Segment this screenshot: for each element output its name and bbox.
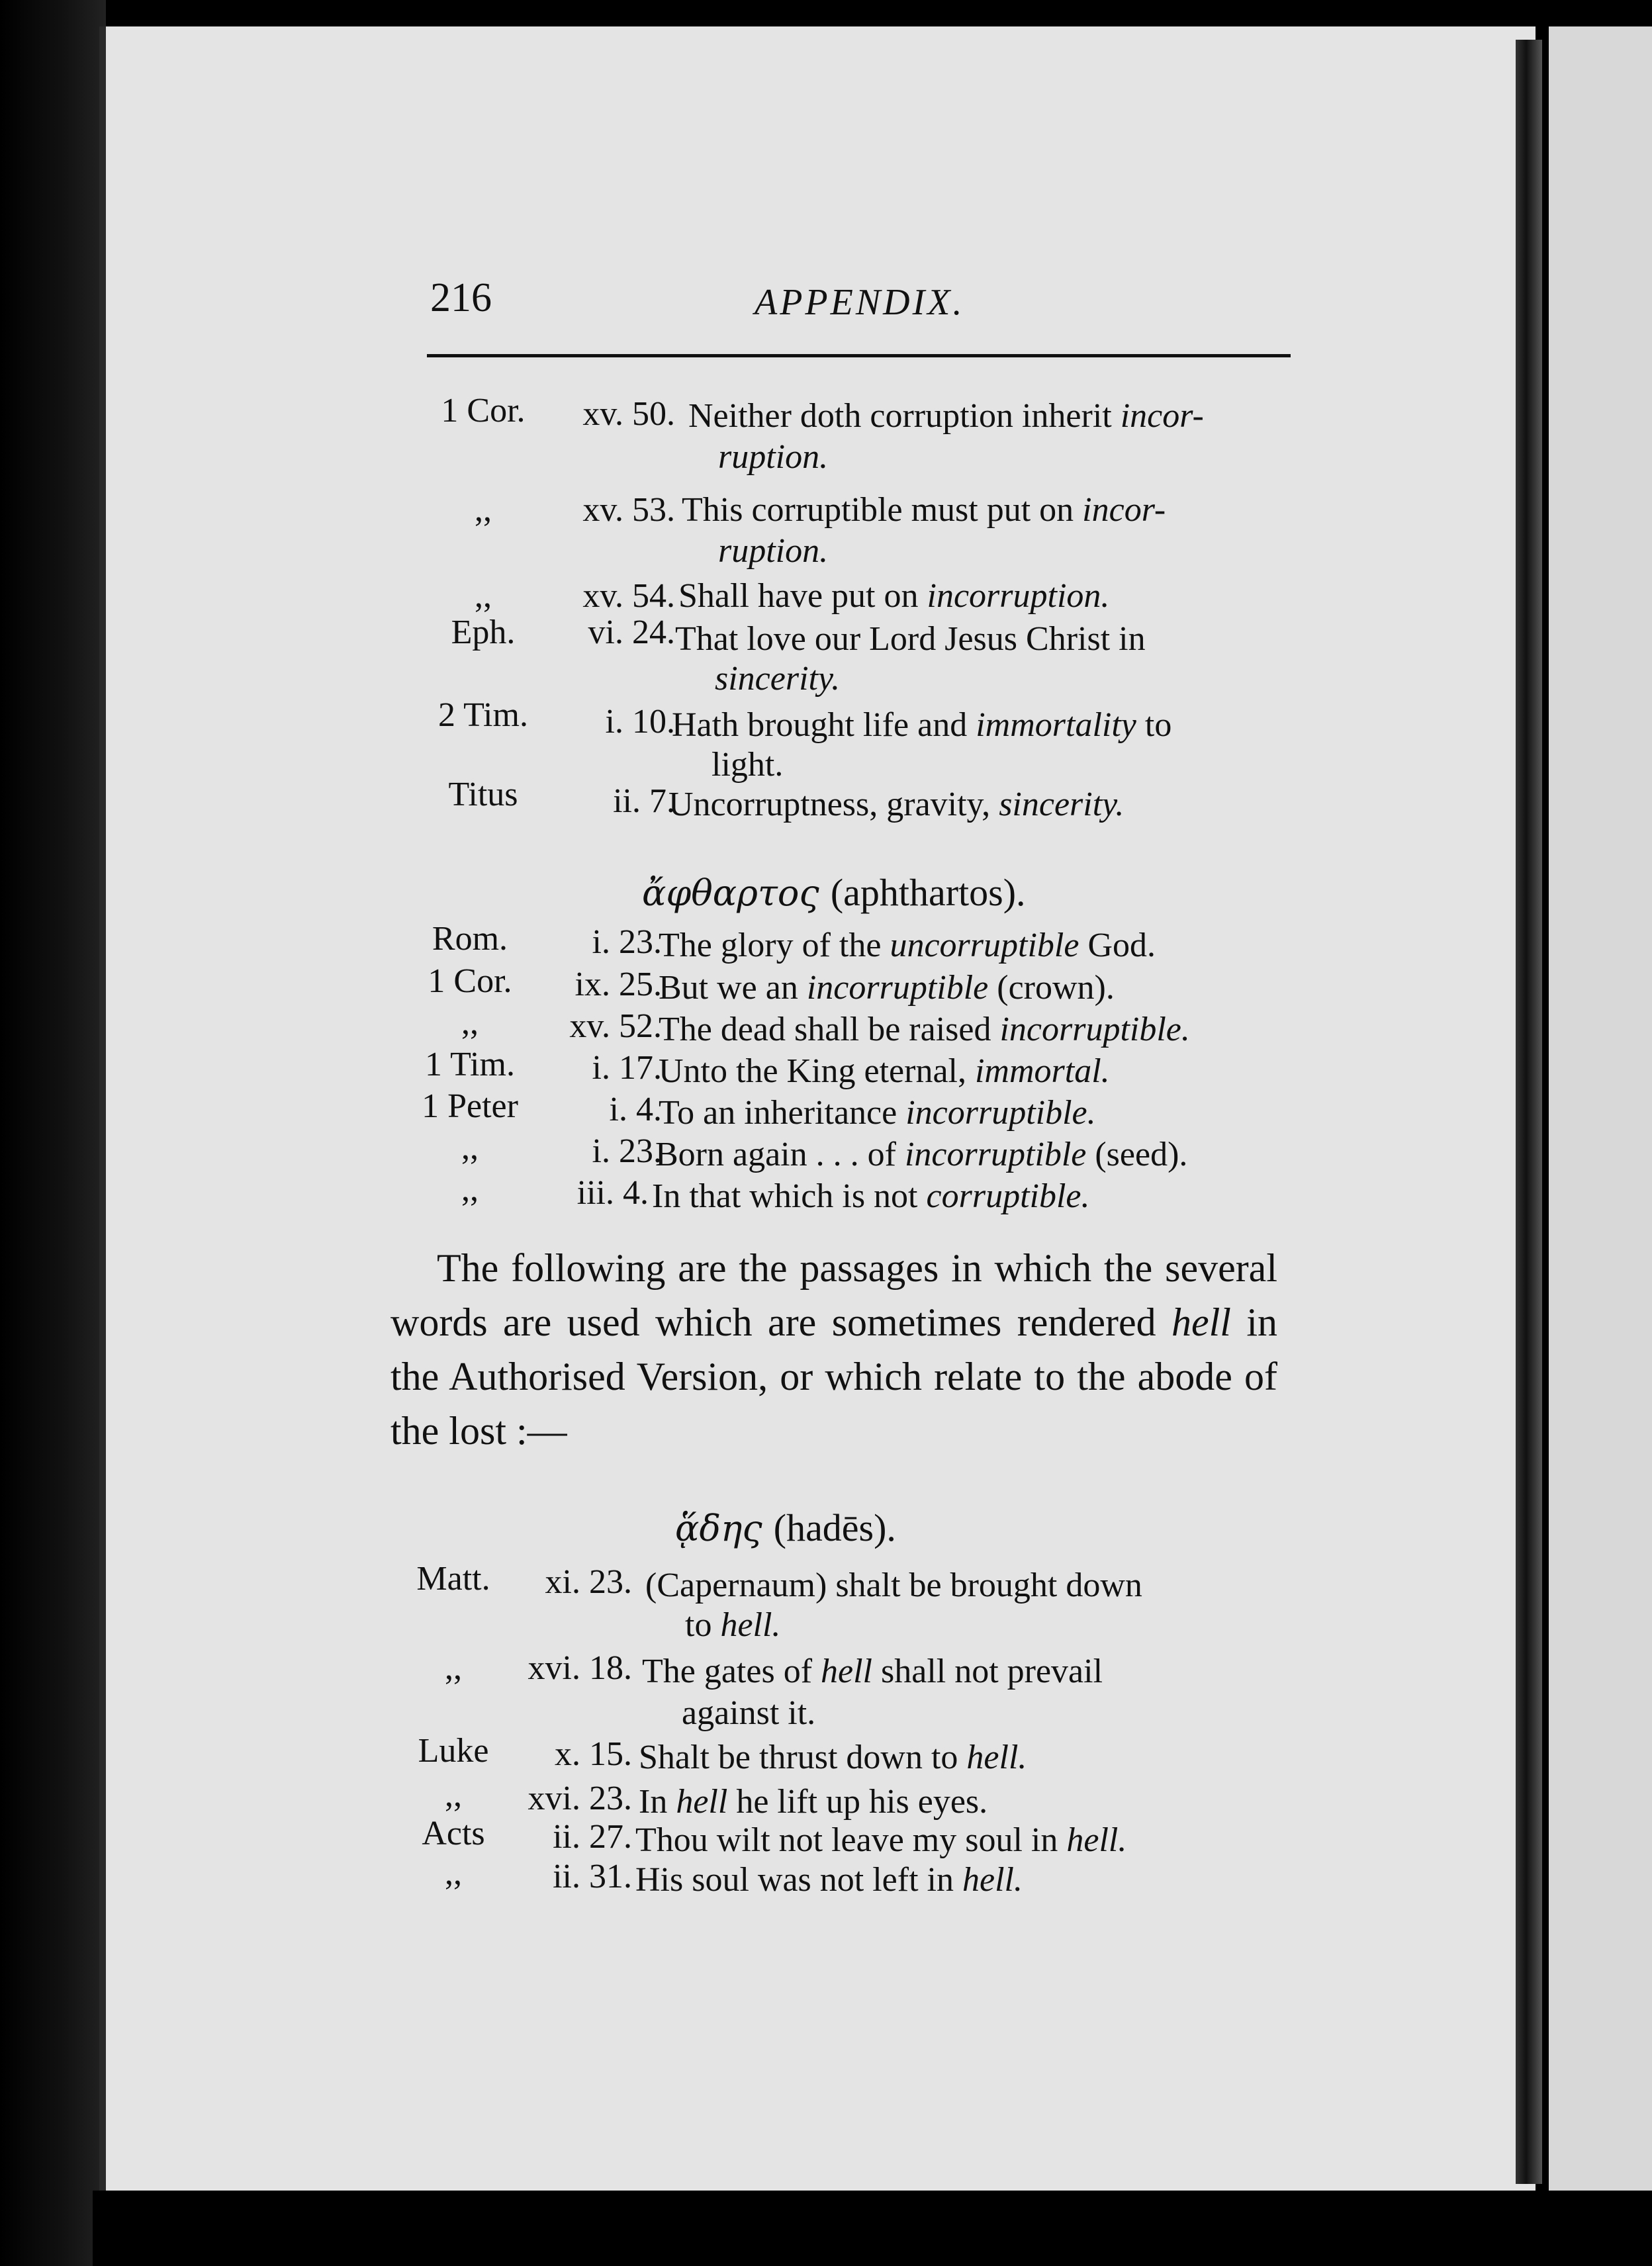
verse-text: In hell he lift up his eyes. xyxy=(639,1783,988,1821)
verse-continuation: light. xyxy=(711,746,784,784)
verse-ref: i. 23. xyxy=(592,1132,662,1170)
verse-ref: xv. 54. xyxy=(582,577,675,615)
verse-text: Neither doth corruption inherit incor- xyxy=(688,397,1204,435)
verse-continuation: ruption. xyxy=(718,438,829,476)
verse-ref: vi. 24. xyxy=(588,613,675,651)
page-gutter xyxy=(1516,40,1542,2184)
page-header xyxy=(430,275,1291,328)
verse-ref: xv. 53. xyxy=(582,491,675,529)
book-name: Luke xyxy=(418,1732,489,1770)
book-name: 1 Cor. xyxy=(441,392,526,430)
verse-text: His soul was not left in hell. xyxy=(635,1861,1023,1899)
verse-text: The gates of hell shall not prevail xyxy=(642,1653,1103,1690)
verse-continuation: against it. xyxy=(682,1694,816,1732)
book-name: Eph. xyxy=(451,613,516,651)
verse-ref: ii. 31. xyxy=(553,1858,632,1895)
book-name: 2 Tim. xyxy=(438,696,528,734)
transliteration: (hadēs). xyxy=(773,1506,896,1549)
verse-ref: ix. 25. xyxy=(574,966,662,1003)
verse-ref: ii. 27. xyxy=(553,1818,632,1856)
verse-ref: i. 17. xyxy=(592,1049,662,1087)
verse-text: Thou wilt not leave my soul in hell. xyxy=(635,1821,1127,1859)
verse-text: Hath brought life and immortality to xyxy=(672,706,1172,744)
verse-text: Shalt be thrust down to hell. xyxy=(639,1739,1027,1776)
verse-continuation: to hell. xyxy=(685,1606,781,1644)
ditto-mark: ,, xyxy=(475,491,492,529)
verse-ref: xv. 50. xyxy=(582,395,675,433)
verse-text: To an inheritance incorruptible. xyxy=(659,1094,1096,1132)
verse-text: In that which is not corruptible. xyxy=(652,1177,1090,1215)
intro-paragraph: The following are the passages in which the several words are used which are sometimes rendered hell in the Authorised Version, or which relate to the abode of the lost :— xyxy=(390,1246,1278,1453)
verse-text: Uncorruptness, gravity, sincerity. xyxy=(668,786,1124,823)
verse-ref: xvi. 18. xyxy=(528,1649,632,1687)
verse-ref: xi. 23. xyxy=(545,1563,632,1601)
ditto-mark: ,, xyxy=(461,1171,479,1208)
verse-ref: i. 4. xyxy=(609,1091,662,1128)
verse-text: This corruptible must put on incor- xyxy=(682,491,1166,529)
greek-word: ᾅδης xyxy=(675,1508,762,1549)
page-number: 216 xyxy=(430,275,492,320)
verse-ref: xvi. 23. xyxy=(528,1780,632,1817)
ditto-mark: ,, xyxy=(461,1004,479,1042)
book-name: Matt. xyxy=(416,1560,490,1598)
book-name: Rom. xyxy=(432,920,508,958)
book-name: Titus xyxy=(448,776,518,813)
running-head: APPENDIX. xyxy=(755,282,965,323)
verse-ref: xv. 52. xyxy=(569,1007,662,1045)
section-heading xyxy=(675,1506,896,1550)
verse-continuation: ruption. xyxy=(718,532,829,570)
verse-text: But we an incorruptible (crown). xyxy=(659,969,1115,1007)
book-name: 1 Cor. xyxy=(428,962,512,1000)
ditto-mark: ,, xyxy=(461,1129,479,1167)
facing-page-edge xyxy=(1549,26,1652,2197)
verse-continuation: sincerity. xyxy=(715,660,841,698)
verse-ref: ii. 7. xyxy=(613,782,675,820)
verse-text: (Capernaum) shalt be brought down xyxy=(645,1566,1142,1604)
book-name: 1 Peter xyxy=(422,1087,518,1125)
verse-text: Unto the King eternal, immortal. xyxy=(659,1052,1110,1090)
book-name: 1 Tim. xyxy=(425,1046,515,1083)
verse-text: Shall have put on incorruption. xyxy=(678,577,1110,615)
header-rule xyxy=(427,354,1291,357)
book-spine xyxy=(0,0,106,2266)
verse-ref: i. 10. xyxy=(605,703,675,741)
verse-ref: x. 15. xyxy=(555,1735,632,1773)
ditto-mark: ,, xyxy=(445,1776,462,1814)
verse-text: Born again . . . of incorruptible (seed). xyxy=(655,1136,1188,1173)
bottom-edge xyxy=(93,2191,1652,2266)
verse-ref: iii. 4. xyxy=(576,1174,649,1212)
verse-ref: i. 23. xyxy=(592,923,662,961)
ditto-mark: ,, xyxy=(445,1649,462,1687)
section-heading xyxy=(642,870,1026,915)
verse-text: The dead shall be raised incorruptible. xyxy=(659,1011,1190,1048)
verse-text: That love our Lord Jesus Christ in xyxy=(675,620,1146,658)
ditto-mark: ,, xyxy=(445,1854,462,1892)
ditto-mark: ,, xyxy=(475,577,492,615)
verse-text: The glory of the uncorruptible God. xyxy=(659,927,1156,964)
transliteration: (aphthartos). xyxy=(830,871,1026,914)
greek-word: ἄφθαρτος xyxy=(642,872,819,914)
book-name: Acts xyxy=(422,1815,485,1852)
